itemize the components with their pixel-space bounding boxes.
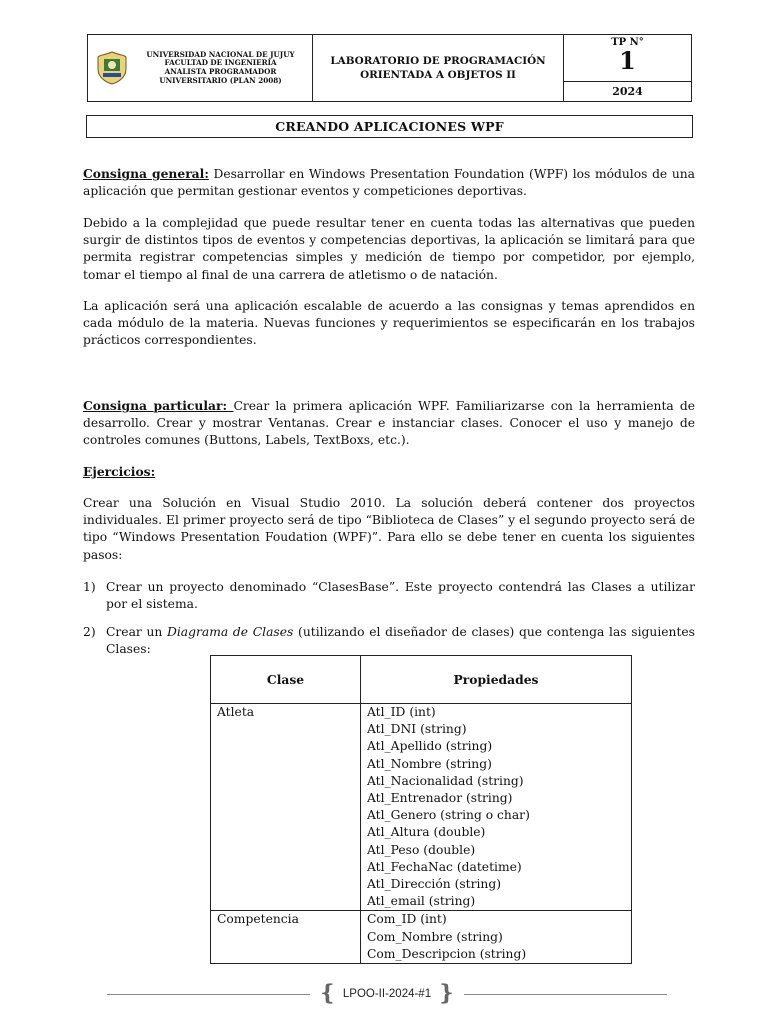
tp-year: 2024 — [612, 85, 643, 98]
properties-cell: Com_ID (int) Com_Nombre (string) Com_Descripcion (string) — [361, 911, 632, 964]
class-name-cell: Atleta — [211, 704, 361, 911]
table-row — [211, 911, 632, 964]
exercises-intro: Crear una Solución en Visual Studio 2010. La solución deberá contener dos proyectos individuales. El primer proyecto será de tipo “Biblioteca de Clases” y el segundo proyecto será de tipo “Windows Presentation Foudation (WPF)”. Para ello se debe tener en cuenta los siguientes pasos: — [83, 496, 695, 562]
classes-table — [210, 655, 632, 964]
list-item-step-1: 1) Crear un proyecto denominado “ClasesBase”. Este proyecto contendrá las Clases a utilizar por el sistema. — [83, 580, 695, 612]
tp-cell — [564, 35, 691, 101]
general-label: Consigna general: — [83, 166, 209, 181]
page-title: CREANDO APLICACIONES WPF — [86, 115, 693, 138]
table-header-row — [211, 656, 632, 704]
properties-cell: Atl_ID (int) Atl_DNI (string) Atl_Apellido (string) Atl_Nombre (string) Atl_Nacionalidad (string) Atl_Entrenador (string) Atl_Genero (string o char) Atl_Altura (double) Atl_Peso (double) Atl_FechaNac (datetime) Atl_Dirección (string) Atl_email (string) — [361, 704, 632, 911]
class-name-cell: Competencia — [211, 911, 361, 964]
table-row — [211, 704, 632, 911]
university-name: UNIVERSIDAD NACIONAL DE JUJUY FACULTAD DE INGENIERÍA ANALISTA PROGRAMADOR UNIVERSITARIO (PLAN 2008) — [146, 49, 295, 85]
header-table — [87, 34, 692, 102]
general-instruction: Consigna general: Desarrollar en Windows Presentation Foundation (WPF) los módulos de una aplicación que permitan gestionar eventos y competiciones deportivas. — [83, 166, 695, 199]
tp-number: 1 — [619, 46, 636, 75]
footer-divider — [464, 994, 667, 995]
left-bracket-icon: ❴ — [318, 981, 337, 1006]
header-propiedades: Propiedades — [361, 656, 632, 704]
university-crest-icon — [97, 51, 127, 85]
paragraph-scalable: La aplicación será una aplicación escalable de acuerdo a las consignas y temas aprendidos en cada módulo de la materia. Nuevas funciones y requerimientos se especificarán en los trabajos prácticos correspondientes. — [83, 299, 695, 348]
footer-code: LPOO-II-2024-#1 — [342, 988, 432, 1000]
university-cell — [88, 35, 313, 101]
footer-divider — [107, 994, 310, 995]
particular-label: Consigna particular: — [83, 398, 234, 413]
page-footer — [107, 982, 667, 1006]
tp-label: TP N° — [611, 37, 644, 48]
paragraph-complexity: Debido a la complejidad que puede resultar tener en cuenta todas las alternativas que pueden surgir de distintos tipos de eventos y competencias deportivas, la aplicación se limitará para que permita registrar competencias simples y medición de tiempo por competidor, por ejemplo, tomar el tiempo al final de una carrera de atletismo o de natación. — [83, 216, 695, 282]
header-clase: Clase — [211, 656, 361, 704]
right-bracket-icon: ❵ — [437, 981, 456, 1006]
exercises-heading: Ejercicios: — [83, 464, 156, 479]
particular-instruction: Consigna particular: Crear la primera aplicación WPF. Familiarizarse con la herramienta de desarrollo. Crear y mostrar Ventanas. Crear e instanciar clases. Conocer el uso y manejo de controles comunes (Buttons, Labels, TextBoxs, etc.). — [83, 398, 695, 448]
list-item-step-2: 2) Crear un Diagrama de Clases (utilizando el diseñador de clases) que contenga las siguientes Clases: — [83, 625, 695, 657]
course-name: LABORATORIO DE PROGRAMACIÓN ORIENTADA A OBJETOS II — [313, 35, 564, 101]
